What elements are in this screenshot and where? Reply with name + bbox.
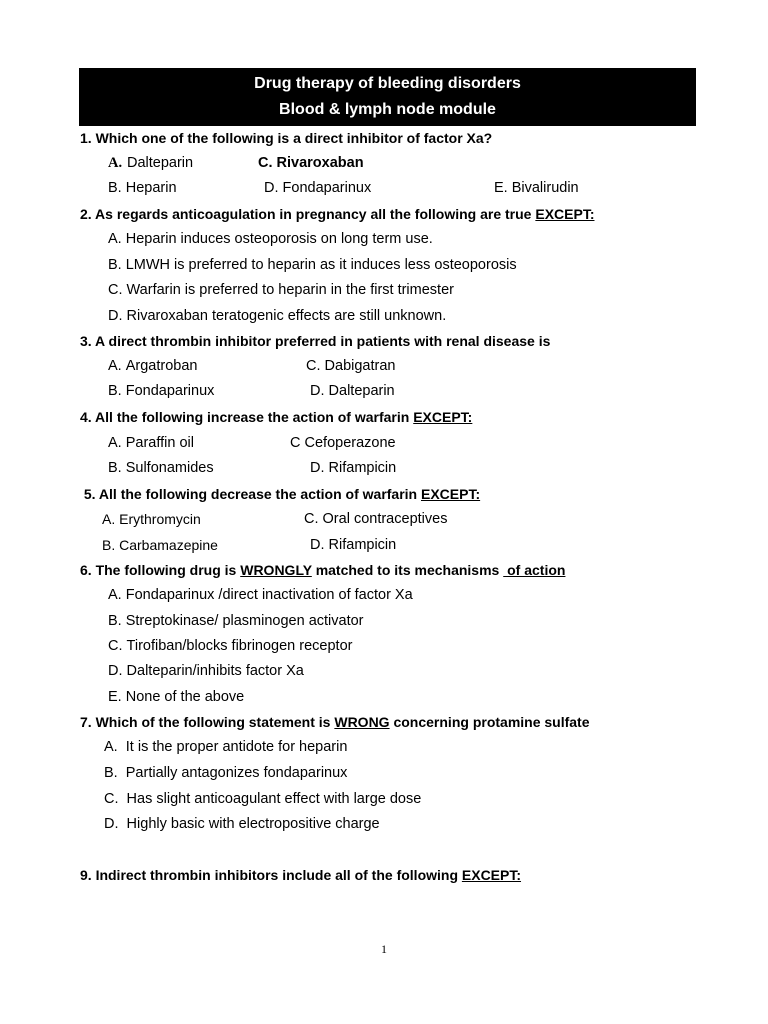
question-text: 4. All the following increase the action of warfarin <box>80 409 414 425</box>
emphasis-text: of action <box>503 562 566 578</box>
option-label: A. <box>108 155 123 171</box>
question-1: 1. Which one of the following is a direct inhibitor of factor Xa? <box>80 130 493 146</box>
option-text: D. Rifampicin <box>310 460 397 476</box>
option-text: D. Dalteparin/inhibits factor Xa <box>108 663 304 679</box>
option-text: B. Carbamazepine <box>102 537 218 553</box>
option-text: B. LMWH is preferred to heparin as it induces less osteoporosis <box>108 257 517 273</box>
option-text: A. Fondaparinux /direct inactivation of factor Xa <box>108 587 413 603</box>
option-text: D. Fondaparinux <box>264 180 372 196</box>
option-text: C. Oral contraceptives <box>304 511 448 527</box>
question-text: 7. Which of the following statement is <box>80 714 335 730</box>
option-text: A. It is the proper antidote for heparin <box>104 739 348 755</box>
title-line: Drug therapy of bleeding disorders <box>254 75 521 92</box>
option-text: A. Paraffin oil <box>108 435 194 451</box>
option-text: B. Fondaparinux <box>108 383 215 399</box>
emphasis-text: EXCEPT: <box>413 409 473 425</box>
option-text: B. Partially antagonizes fondaparinux <box>104 765 348 781</box>
emphasis-text: WRONG <box>334 714 390 730</box>
option-text: C. Dabigatran <box>306 358 396 374</box>
option-text: E. None of the above <box>108 689 245 705</box>
question-text: concerning protamine sulfate <box>389 714 590 730</box>
question-7 <box>80 713 590 731</box>
emphasis-text: WRONGLY <box>240 562 312 578</box>
emphasis-text: EXCEPT: <box>535 206 595 222</box>
question-text: 9. Indirect thrombin inhibitors include all of the following <box>80 867 462 883</box>
option-text: Dalteparin <box>127 155 194 171</box>
option-text: C. Warfarin is preferred to heparin in the first trimester <box>108 282 454 298</box>
question-text: 6. The following drug is <box>80 562 241 578</box>
option-text: E. Bivalirudin <box>494 180 579 196</box>
option-text: A. Argatroban <box>108 358 198 374</box>
question-text: 2. As regards anticoagulation in pregnancy all the following are true <box>80 206 536 222</box>
option-text: B. Streptokinase/ plasminogen activator <box>108 613 364 629</box>
emphasis-text: EXCEPT: <box>421 486 481 502</box>
question-3: 3. A direct thrombin inhibitor preferred in patients with renal disease is <box>80 333 551 349</box>
question-9 <box>80 866 521 884</box>
question-2 <box>80 205 594 223</box>
option-text: D. Rifampicin <box>310 537 397 553</box>
question-text: matched to its mechanisms <box>311 562 504 578</box>
question-6 <box>80 561 565 579</box>
emphasis-text: EXCEPT: <box>461 867 522 883</box>
option-text: A. Heparin induces osteoporosis on long term use. <box>108 231 433 247</box>
option-text: C. Rivaroxaban <box>258 155 364 171</box>
option-text: D. Highly basic with electropositive charge <box>104 816 380 832</box>
document-title-banner <box>79 68 696 126</box>
question-text: 5. All the following decrease the action of warfarin <box>80 486 421 502</box>
subtitle-line: Blood & lymph node module <box>279 101 496 118</box>
question-4 <box>80 408 472 426</box>
option-text: D. Dalteparin <box>310 383 395 399</box>
option-text: C. Has slight anticoagulant effect with large dose <box>104 791 422 807</box>
question-5 <box>80 485 480 503</box>
option-text: B. Heparin <box>108 180 177 196</box>
option-text: D. Rivaroxaban teratogenic effects are still unknown. <box>108 308 447 324</box>
page-number: 1 <box>381 942 387 956</box>
option-text: C. Tirofiban/blocks fibrinogen receptor <box>108 638 353 654</box>
option-text: A. Erythromycin <box>102 511 201 527</box>
option-text: C Cefoperazone <box>290 435 396 451</box>
option-text: B. Sulfonamides <box>108 460 214 476</box>
